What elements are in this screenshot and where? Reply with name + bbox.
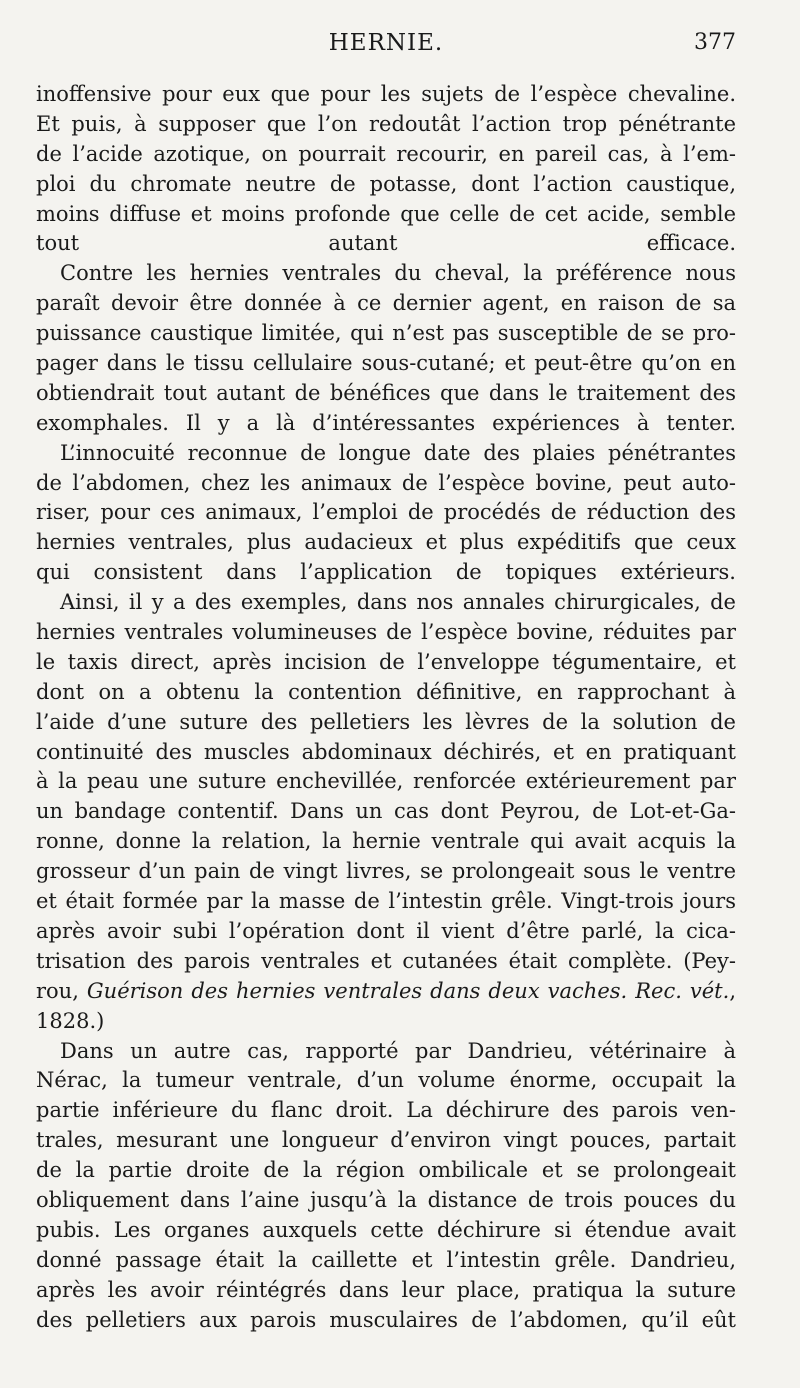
text-line: obtiendrait tout autant de bénéfices que dans le traitement des <box>36 380 736 405</box>
paragraph <box>36 588 736 1036</box>
text-line: Contre les hernies ventrales du cheval, la préférence nous <box>60 261 736 286</box>
paragraph <box>36 1037 736 1336</box>
text-line: l’aide d’une suture des pelletiers les lèvres de la solution de <box>36 709 736 734</box>
text-line: de la partie droite de la région ombilicale et se prolongeait <box>36 1158 736 1183</box>
text-line: inoffensive pour eux que pour les sujets de l’espèce chevaline. <box>36 82 736 106</box>
text-line: moins diffuse et moins profonde que celle de cet acide, semble <box>36 201 736 226</box>
text-line: de l’acide azotique, on pourrait recourir, en pareil cas, à l’em- <box>36 141 736 166</box>
text-line: hernies ventrales, plus audacieux et plus expéditifs que ceux <box>36 530 736 555</box>
text-line: tout autant efficace. <box>36 231 736 256</box>
running-title: HERNIE. <box>328 30 444 56</box>
text-line: des pelletiers aux parois musculaires de l’abdomen, qu’il eût <box>36 1307 736 1332</box>
text-line: Nérac, la tumeur ventrale, d’un volume énorme, occupait la <box>36 1068 736 1093</box>
text-line: rou, Guérison des hernies ventrales dans deux vaches. Rec. vét., <box>36 978 736 1003</box>
text-line: hernies ventrales volumineuses de l’espèce bovine, réduites par <box>36 620 736 645</box>
text-line: Et puis, à supposer que l’on redoutât l’action trop pénétrante <box>36 111 736 136</box>
text-line: dont on a obtenu la contention définitive, en rapprochant à <box>36 679 736 704</box>
text-line: Dans un autre cas, rapporté par Dandrieu, vétérinaire à <box>60 1038 736 1063</box>
text-line: ronne, donne la relation, la hernie ventrale qui avait acquis la <box>36 829 736 854</box>
text-line: le taxis direct, après incision de l’enveloppe tégumentaire, et <box>36 649 736 674</box>
text-line: Ainsi, il y a des exemples, dans nos annales chirurgicales, de <box>60 590 736 615</box>
text-line: obliquement dans l’aine jusqu’à la distance de trois pouces du <box>36 1187 736 1212</box>
body-text <box>36 80 736 1335</box>
text-line: partie inférieure du flanc droit. La déchirure des parois ven- <box>36 1098 736 1123</box>
text-line: trisation des parois ventrales et cutanées était complète. (Pey- <box>36 948 736 973</box>
text-line: pubis. Les organes auxquels cette déchirure si étendue avait <box>36 1217 736 1242</box>
text-line: pager dans le tissu cellulaire sous-cutané; et peut-être qu’on en <box>36 351 736 376</box>
text-line: qui consistent dans l’application de topiques extérieurs. <box>36 560 736 585</box>
paragraph <box>36 259 736 438</box>
text-line: L’innocuité reconnue de longue date des plaies pénétrantes <box>60 440 736 465</box>
page-header <box>36 30 736 64</box>
text-line: 1828.) <box>36 1008 105 1033</box>
text-line: à la peau une suture enchevillée, renforcée extérieurement par <box>36 769 736 794</box>
page-number: 377 <box>694 30 736 55</box>
text-line: puissance caustique limitée, qui n’est pas susceptible de se pro- <box>36 321 736 346</box>
text-line: trales, mesurant une longueur d’environ vingt pouces, partait <box>36 1128 736 1153</box>
text-line: paraît devoir être donnée à ce dernier agent, en raison de sa <box>36 291 736 316</box>
text-line: de l’abdomen, chez les animaux de l’espèce bovine, peut auto- <box>36 470 736 495</box>
paragraph <box>36 439 736 588</box>
text-line: et était formée par la masse de l’intestin grêle. Vingt-trois jours <box>36 889 736 914</box>
text-line: un bandage contentif. Dans un cas dont Peyrou, de Lot-et-Ga- <box>36 799 736 824</box>
text-line: exomphales. Il y a là d’intéressantes expériences à tenter. <box>36 410 736 435</box>
text-line: ploi du chromate neutre de potasse, dont l’action caustique, <box>36 171 736 196</box>
text-line: après avoir subi l’opération dont il vient d’être parlé, la cica- <box>36 918 736 943</box>
text-line: après les avoir réintégrés dans leur place, pratiqua la suture <box>36 1277 736 1302</box>
text-line: donné passage était la caillette et l’intestin grêle. Dandrieu, <box>36 1247 736 1272</box>
text-line: grosseur d’un pain de vingt livres, se prolongeait sous le ventre <box>36 859 736 884</box>
text-line: continuité des muscles abdominaux déchirés, et en pratiquant <box>36 739 736 764</box>
text-line: riser, pour ces animaux, l’emploi de procédés de réduction des <box>36 500 736 525</box>
paragraph <box>36 80 736 259</box>
